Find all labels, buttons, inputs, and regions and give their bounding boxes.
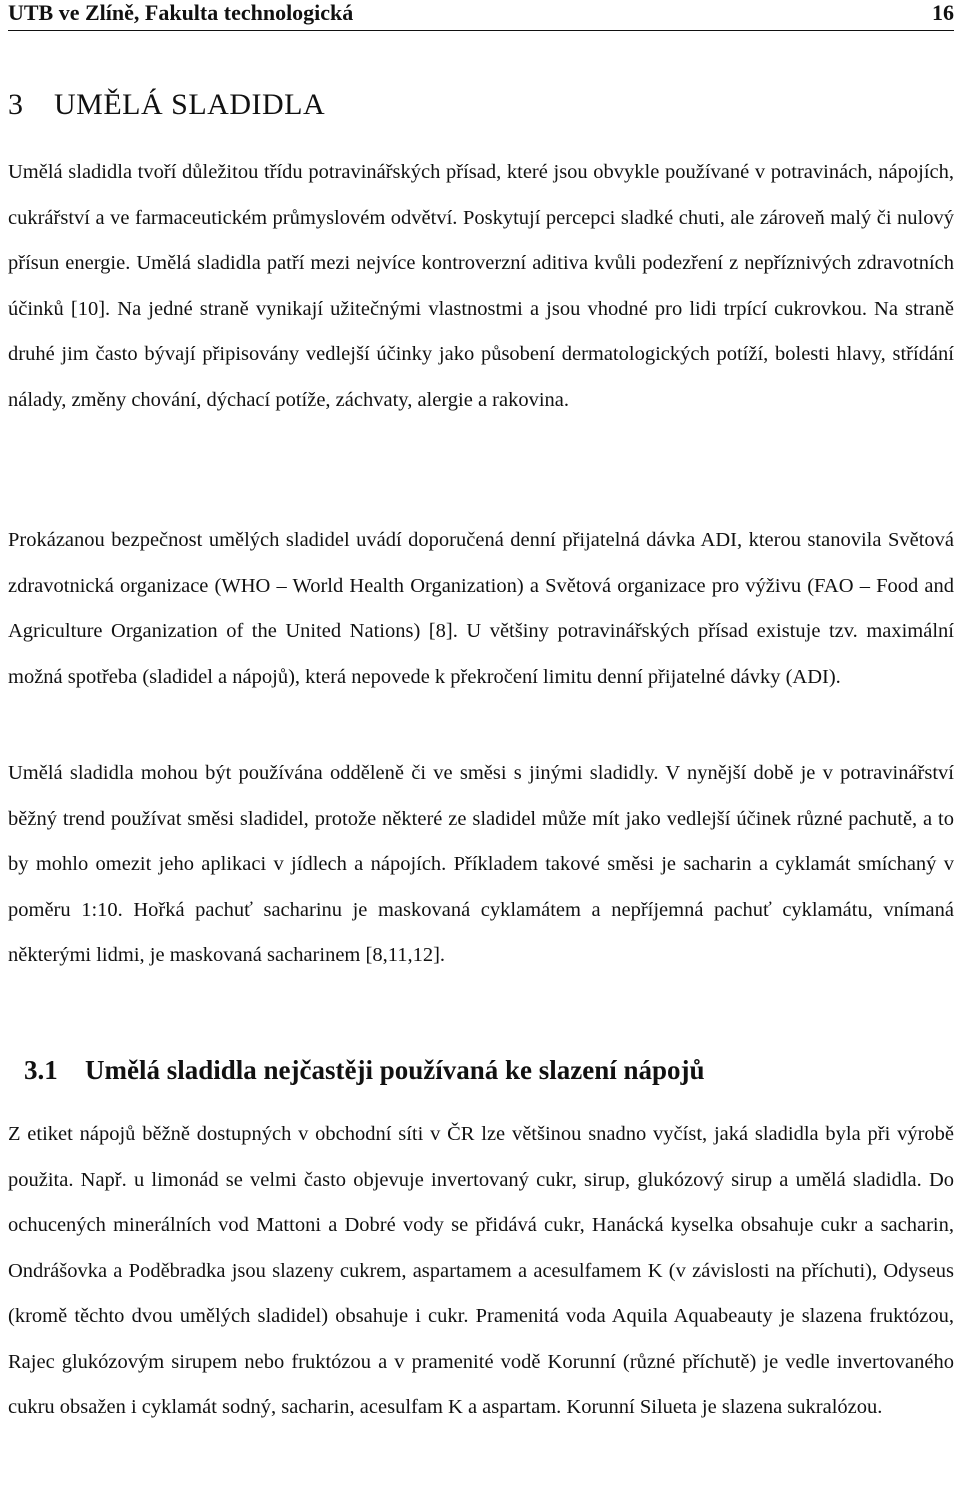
section-number: 3.1 [24,1055,58,1085]
chapter-heading [8,88,325,122]
page-number: 16 [932,0,954,25]
paragraph: Umělá sladidla tvoří důležitou třídu potravinářských přísad, které jsou obvykle používané v potravinách, nápojích, cukrářství a ve farmaceutickém průmyslovém odvětví. Poskytují percepci sladké chuti, ale zároveň malý či nulový přísun energie. Umělá sladidla patří mezi nejvíce kontroverzní aditiva kvůli podezření z nepříznivých zdravotních účinků [10]. Na jedné straně vynikají užitečnými vlastnostmi a jsou vhodné pro lidi trpící cukrovkou. Na straně druhé jim často bývají připisovány vedlejší účinky jako působení dermatologických potíží, bolesti hlavy, střídání nálady, změny chování, dýchací potíže, záchvaty, alergie a rakovina. [8,161,954,411]
section-title: Umělá sladidla nejčastěji používaná ke slazení nápojů [85,1055,705,1085]
running-header [8,0,954,31]
section-heading [24,1055,705,1086]
header-title: UTB ve Zlíně, Fakulta technologická [8,0,354,25]
chapter-title: UMĚLÁ SLADIDLA [54,88,326,121]
chapter-number: 3 [8,88,24,121]
section-paragraph: Z etiket nápojů běžně dostupných v obchodní síti v ČR lze většinou snadno vyčíst, jaká sladidla byla při výrobě použita. Např. u limonád se velmi často objevuje invertovaný cukr, sirup, glukózový sirup a umělá sladidla. Do ochucených minerálních vod Mattoni a Dobré vody se přidává cukr, Hanácká kyselka obsahuje cukr a sacharin, Ondrášovka a Poděbradka jsou slazeny cukrem, aspartamem a acesulfamem K (v závislosti na příchuti), Odyseus (kromě těchto dvou umělých sladidel) obsahuje i cukr. Pramenitá voda Aquila Aquabeauty je slazena fruktózou, Rajec glukózovým sirupem nebo fruktózou a v pramenité vodě Korunní (různé příchutě) je vedle invertovaného cukru obsažen i cyklamát sodný, sacharin, acesulfam K a aspartam. Korunní Silueta je slazena sukralózou. [8,1123,954,1418]
paragraph: Prokázanou bezpečnost umělých sladidel uvádí doporučená denní přijatelná dávka ADI, kterou stanovila Světová zdravotnická organizace (WHO – World Health Organization) a Světová organizace pro výživu (FAO – Food and Agriculture Organization of the United Nations) [8]. U většiny potravinářských přísad existuje tzv. maximální možná spotřeba (sladidel a nápojů), která nepovede k překročení limitu denní přijatelné dávky (ADI). [8,529,954,688]
paragraph: Umělá sladidla mohou být používána odděleně či ve směsi s jinými sladidly. V nynější době je v potravinářství běžný trend používat směsi sladidel, protože některé ze sladidel může mít jako vedlejší účinek různé pachutě, a to by mohlo omezit jeho aplikaci v jídlech a nápojích. Příkladem takové směsi je sacharin a cyklamát smíchaný v poměru 1:10. Hořká pachuť sacharinu je maskovaná cyklamátem a nepříjemná pachuť cyklamátu, vnímaná některými lidmi, je maskovaná sacharinem [8,11,12]. [8,762,954,966]
